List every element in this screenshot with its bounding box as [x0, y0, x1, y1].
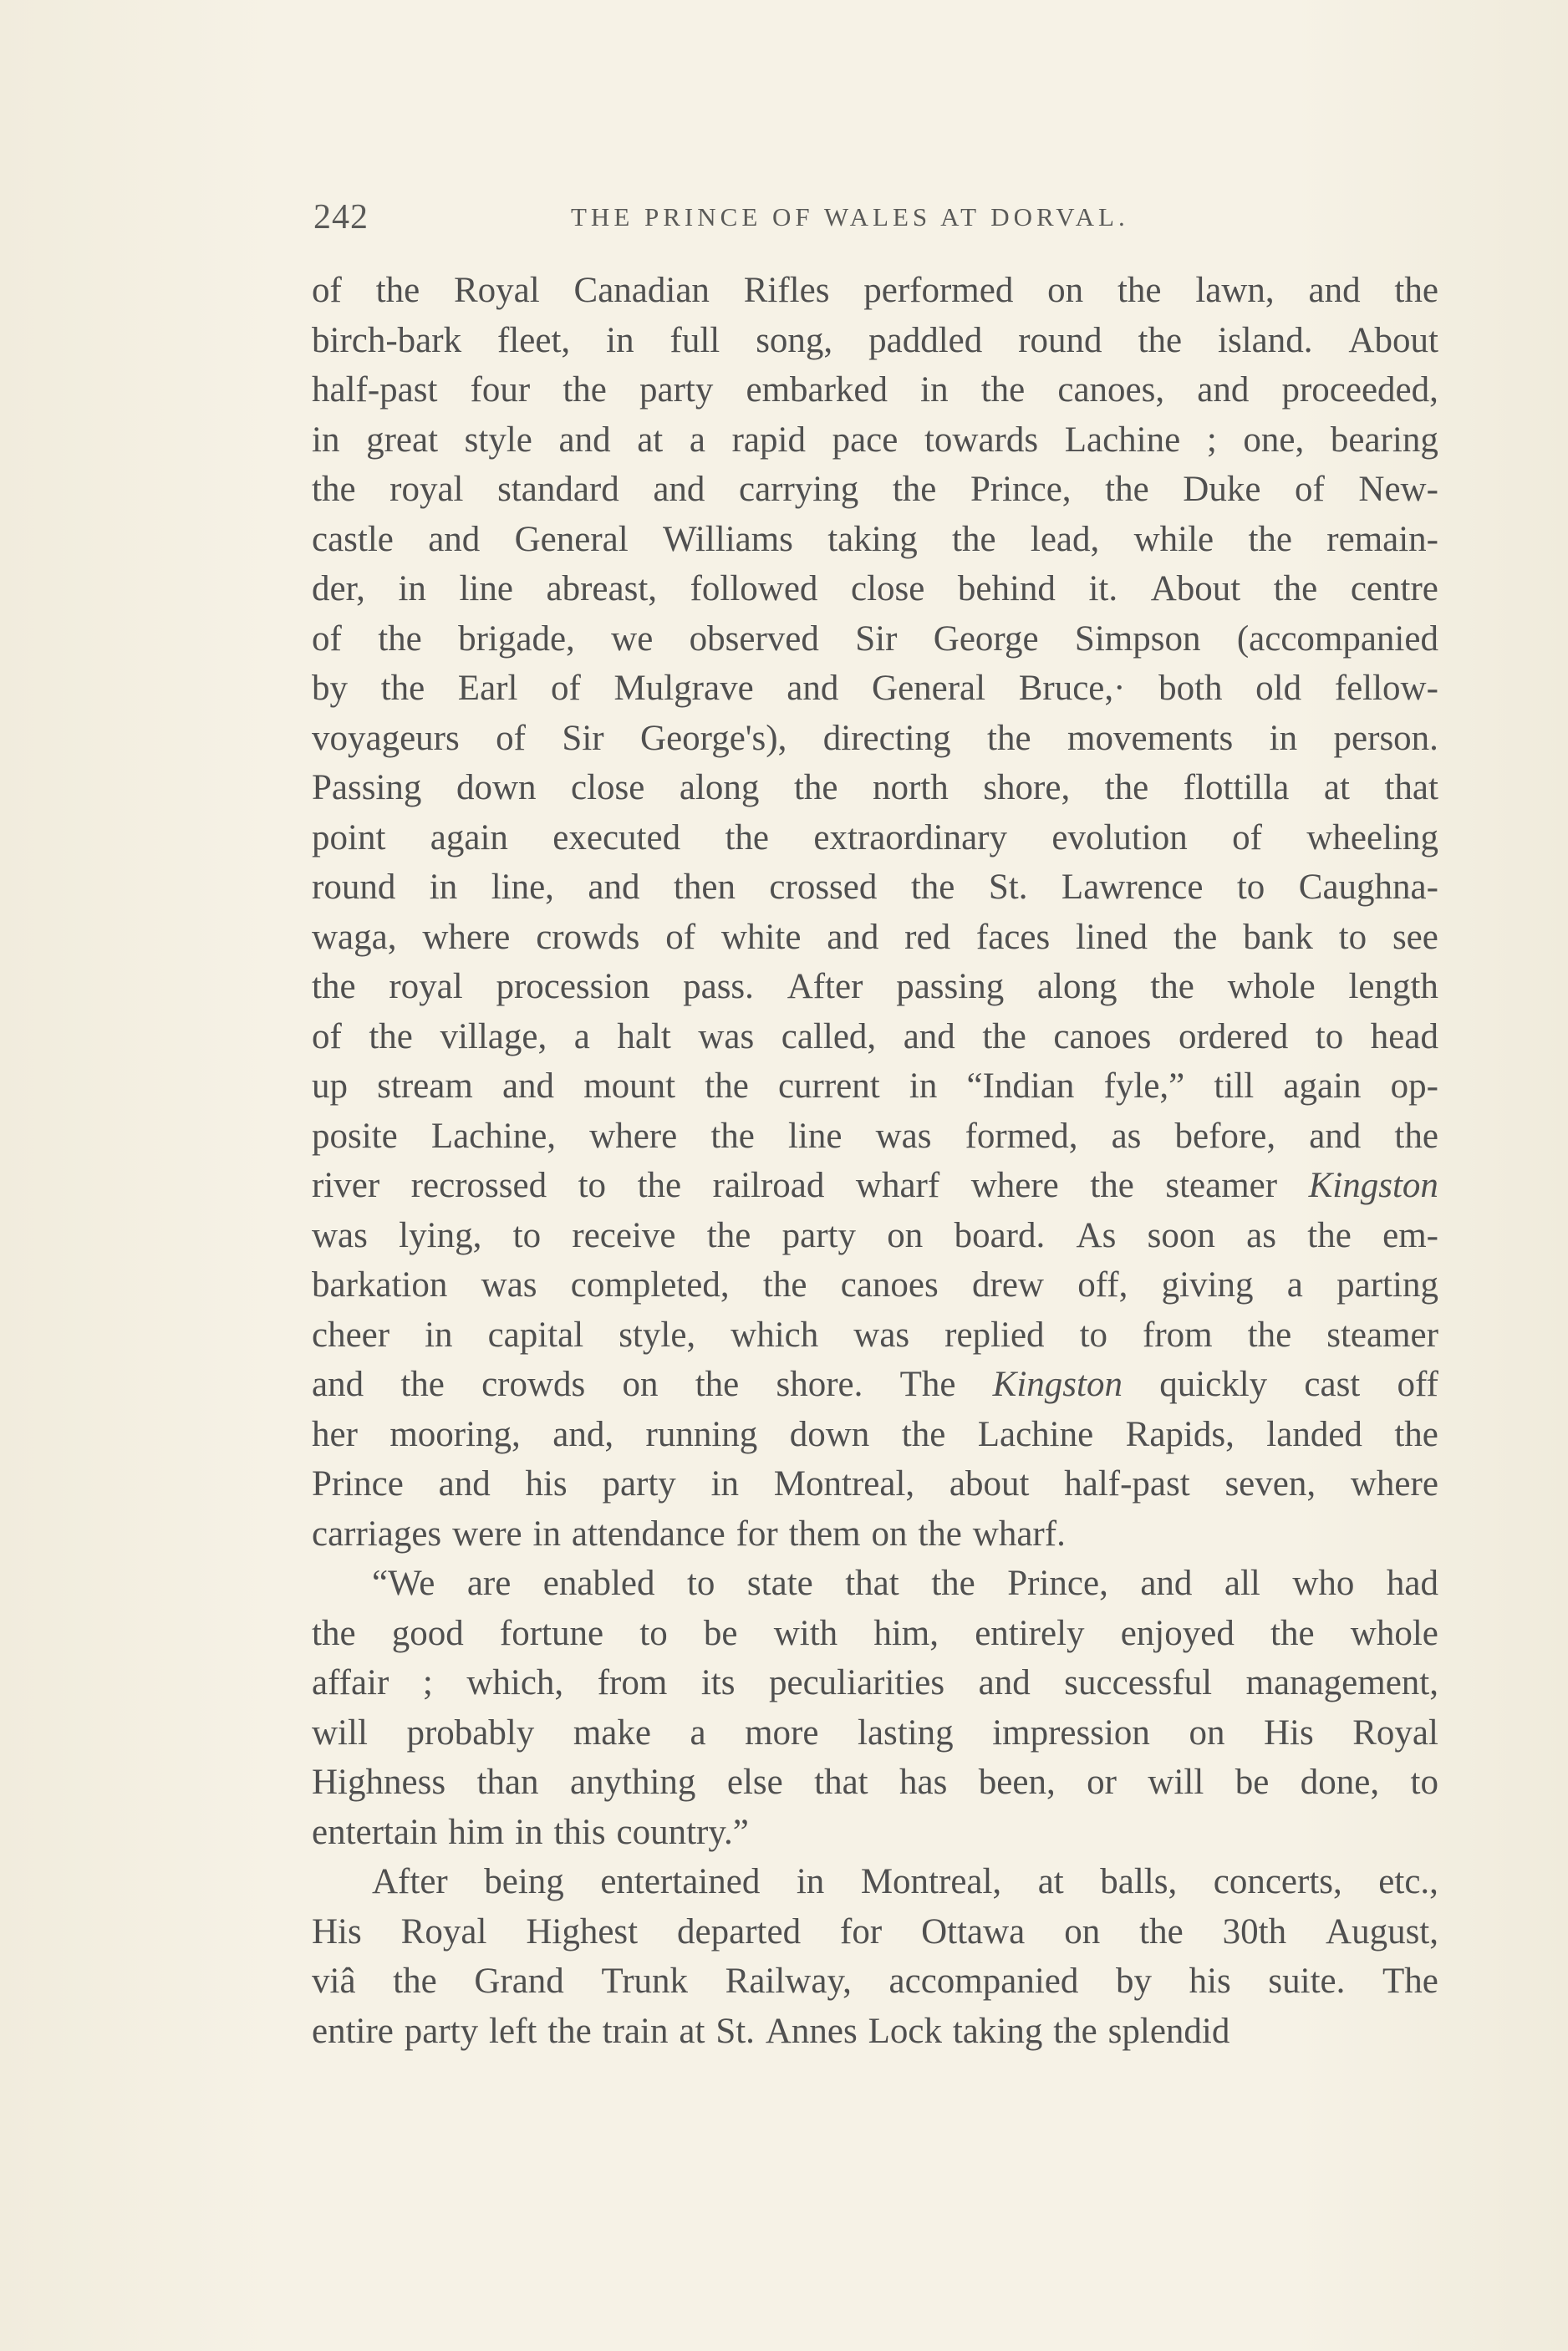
- text-line: cheer in capital style, which was replied to from the steamer: [312, 1315, 1438, 1355]
- text-line: point again executed the extraordinary evolution of wheeling: [312, 817, 1438, 857]
- text-line: the royal standard and carrying the Prince, the Duke of New-: [312, 470, 1438, 509]
- text-line: up stream and mount the current in “Indian fyle,” till again op-: [312, 1066, 1438, 1106]
- text-line: Highness than anything else that has been, or will be done, to: [312, 1763, 1438, 1802]
- text-line: of the village, a halt was called, and the canoes ordered to head: [312, 1016, 1438, 1056]
- text-line: by the Earl of Mulgrave and General Bruce,· both old fellow-: [312, 669, 1438, 708]
- text-line: the good fortune to be with him, entirely enjoyed the whole: [312, 1613, 1438, 1653]
- text-line: posite Lachine, where the line was formed, as before, and the: [312, 1116, 1438, 1156]
- text-line: of the Royal Canadian Rifles performed on the lawn, and the: [312, 271, 1438, 310]
- body-text: [312, 266, 1438, 2056]
- page-number: 242: [313, 198, 369, 237]
- text-line: half-past four the party embarked in the canoes, and proceeded,: [312, 370, 1438, 410]
- text-line: round in line, and then crossed the St. Lawrence to Caughna-: [312, 868, 1438, 907]
- text-line: waga, where crowds of white and red faces lined the bank to see: [312, 917, 1438, 957]
- text-line: voyageurs of Sir George's), directing the movements in person.: [312, 718, 1438, 758]
- text-line: her mooring, and, running down the Lachine Rapids, landed the: [312, 1414, 1438, 1454]
- text-line: His Royal Highest departed for Ottawa on the 30th August,: [312, 1911, 1438, 1952]
- text-line: birch-bark fleet, in full song, paddled round the island. About: [312, 320, 1438, 360]
- text-line: Prince and his party in Montreal, about half-past seven, where: [312, 1464, 1438, 1504]
- text-line: river recrossed to the railroad wharf where the steamer Kingston: [312, 1166, 1438, 1205]
- text-line: Passing down close along the north shore, the flottilla at that: [312, 768, 1438, 807]
- text-line: der, in line abreast, followed close behind it. About the centre: [312, 569, 1438, 608]
- text-line: affair ; which, from its peculiarities and successful management,: [312, 1663, 1438, 1702]
- text-line: of the brigade, we observed Sir George Simpson (accompanied: [312, 618, 1438, 659]
- text-line: After being entertained in Montreal, at balls, concerts, etc.,: [372, 1862, 1438, 1901]
- text-line: viâ the Grand Trunk Railway, accompanied by his suite. The: [312, 1962, 1438, 2001]
- text-line: the royal procession pass. After passing along the whole length: [312, 967, 1438, 1006]
- text-line: in great style and at a rapid pace towards Lachine ; one, bearing: [312, 420, 1438, 460]
- text-line: was lying, to receive the party on board. As soon as the em-: [312, 1215, 1438, 1255]
- text-line: castle and General Williams taking the lead, while the remain-: [312, 519, 1438, 559]
- text-line: “We are enabled to state that the Prince, and all who had: [372, 1564, 1438, 1603]
- text-line: carriages were in attendance for them on the wharf.: [312, 1514, 1066, 1554]
- text-line: will probably make a more lasting impression on His Royal: [312, 1712, 1438, 1753]
- running-head: THE PRINCE OF WALES AT DORVAL.: [571, 202, 1129, 232]
- text-line: barkation was completed, the canoes drew off, giving a parting: [312, 1265, 1438, 1305]
- text-line: and the crowds on the shore. The Kingston quickly cast off: [312, 1365, 1438, 1404]
- page-header: [313, 197, 1199, 247]
- text-line: entertain him in this country.”: [312, 1812, 749, 1852]
- text-line: entire party left the train at St. Annes Lock taking the splendid: [312, 2011, 1230, 2051]
